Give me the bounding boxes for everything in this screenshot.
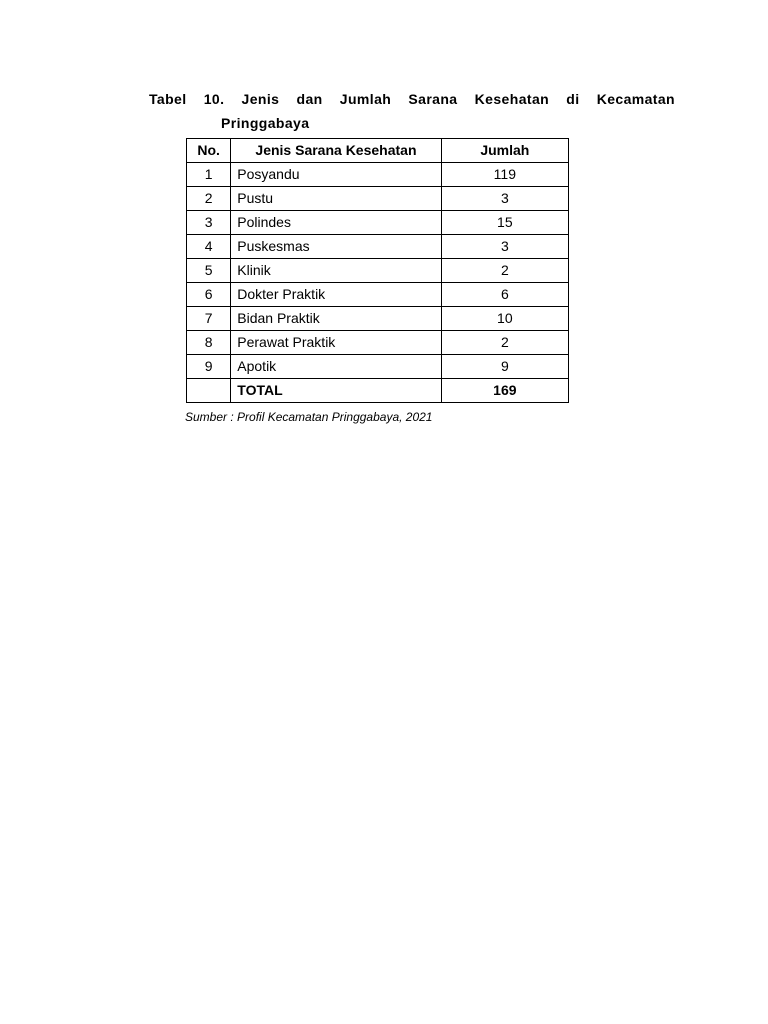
cell-count: 10 [441, 307, 568, 331]
header-facility-type: Jenis Sarana Kesehatan [231, 139, 441, 163]
cell-no: 2 [187, 187, 231, 211]
cell-count: 2 [441, 259, 568, 283]
table-row [187, 235, 569, 259]
cell-facility-type: Puskesmas [231, 235, 441, 259]
cell-no: 3 [187, 211, 231, 235]
caption-word: Tabel [149, 91, 187, 107]
cell-no: 4 [187, 235, 231, 259]
caption-word: di [566, 91, 580, 107]
cell-no: 9 [187, 355, 231, 379]
table-row [187, 331, 569, 355]
cell-no: 6 [187, 283, 231, 307]
cell-facility-type: Klinik [231, 259, 441, 283]
caption-word: dan [296, 91, 323, 107]
table-row [187, 187, 569, 211]
table-header-row [187, 139, 569, 163]
cell-no: 8 [187, 331, 231, 355]
table-row [187, 211, 569, 235]
cell-no: 5 [187, 259, 231, 283]
cell-count: 6 [441, 283, 568, 307]
cell-count: 3 [441, 187, 568, 211]
health-facility-table [186, 138, 569, 403]
cell-count: 15 [441, 211, 568, 235]
cell-no: 1 [187, 163, 231, 187]
cell-facility-type: Polindes [231, 211, 441, 235]
caption-line-1 [149, 87, 675, 111]
caption-word: Kecamatan [596, 91, 675, 107]
cell-facility-type: Posyandu [231, 163, 441, 187]
cell-no: 7 [187, 307, 231, 331]
caption-word: Sarana [408, 91, 458, 107]
cell-count: 119 [441, 163, 568, 187]
table-row [187, 163, 569, 187]
table-row [187, 283, 569, 307]
cell-facility-type: Pustu [231, 187, 441, 211]
table-total-row [187, 379, 569, 403]
caption-word: Jumlah [339, 91, 392, 107]
caption-word: Jenis [241, 91, 280, 107]
table-caption [149, 87, 675, 135]
cell-facility-type: Perawat Praktik [231, 331, 441, 355]
header-no: No. [187, 139, 231, 163]
table-row [187, 355, 569, 379]
total-label: TOTAL [231, 379, 441, 403]
header-count: Jumlah [441, 139, 568, 163]
cell-count: 3 [441, 235, 568, 259]
caption-word: 10. [203, 91, 225, 107]
table-row [187, 307, 569, 331]
cell-facility-type: Bidan Praktik [231, 307, 441, 331]
total-value: 169 [441, 379, 568, 403]
cell-count: 2 [441, 331, 568, 355]
caption-line-2: Pringgabaya [221, 115, 310, 131]
cell-facility-type: Apotik [231, 355, 441, 379]
source-note: Sumber : Profil Kecamatan Pringgabaya, 2021 [185, 410, 433, 424]
cell-count: 9 [441, 355, 568, 379]
caption-word: Kesehatan [474, 91, 550, 107]
cell-facility-type: Dokter Praktik [231, 283, 441, 307]
table-row [187, 259, 569, 283]
cell-no-empty [187, 379, 231, 403]
